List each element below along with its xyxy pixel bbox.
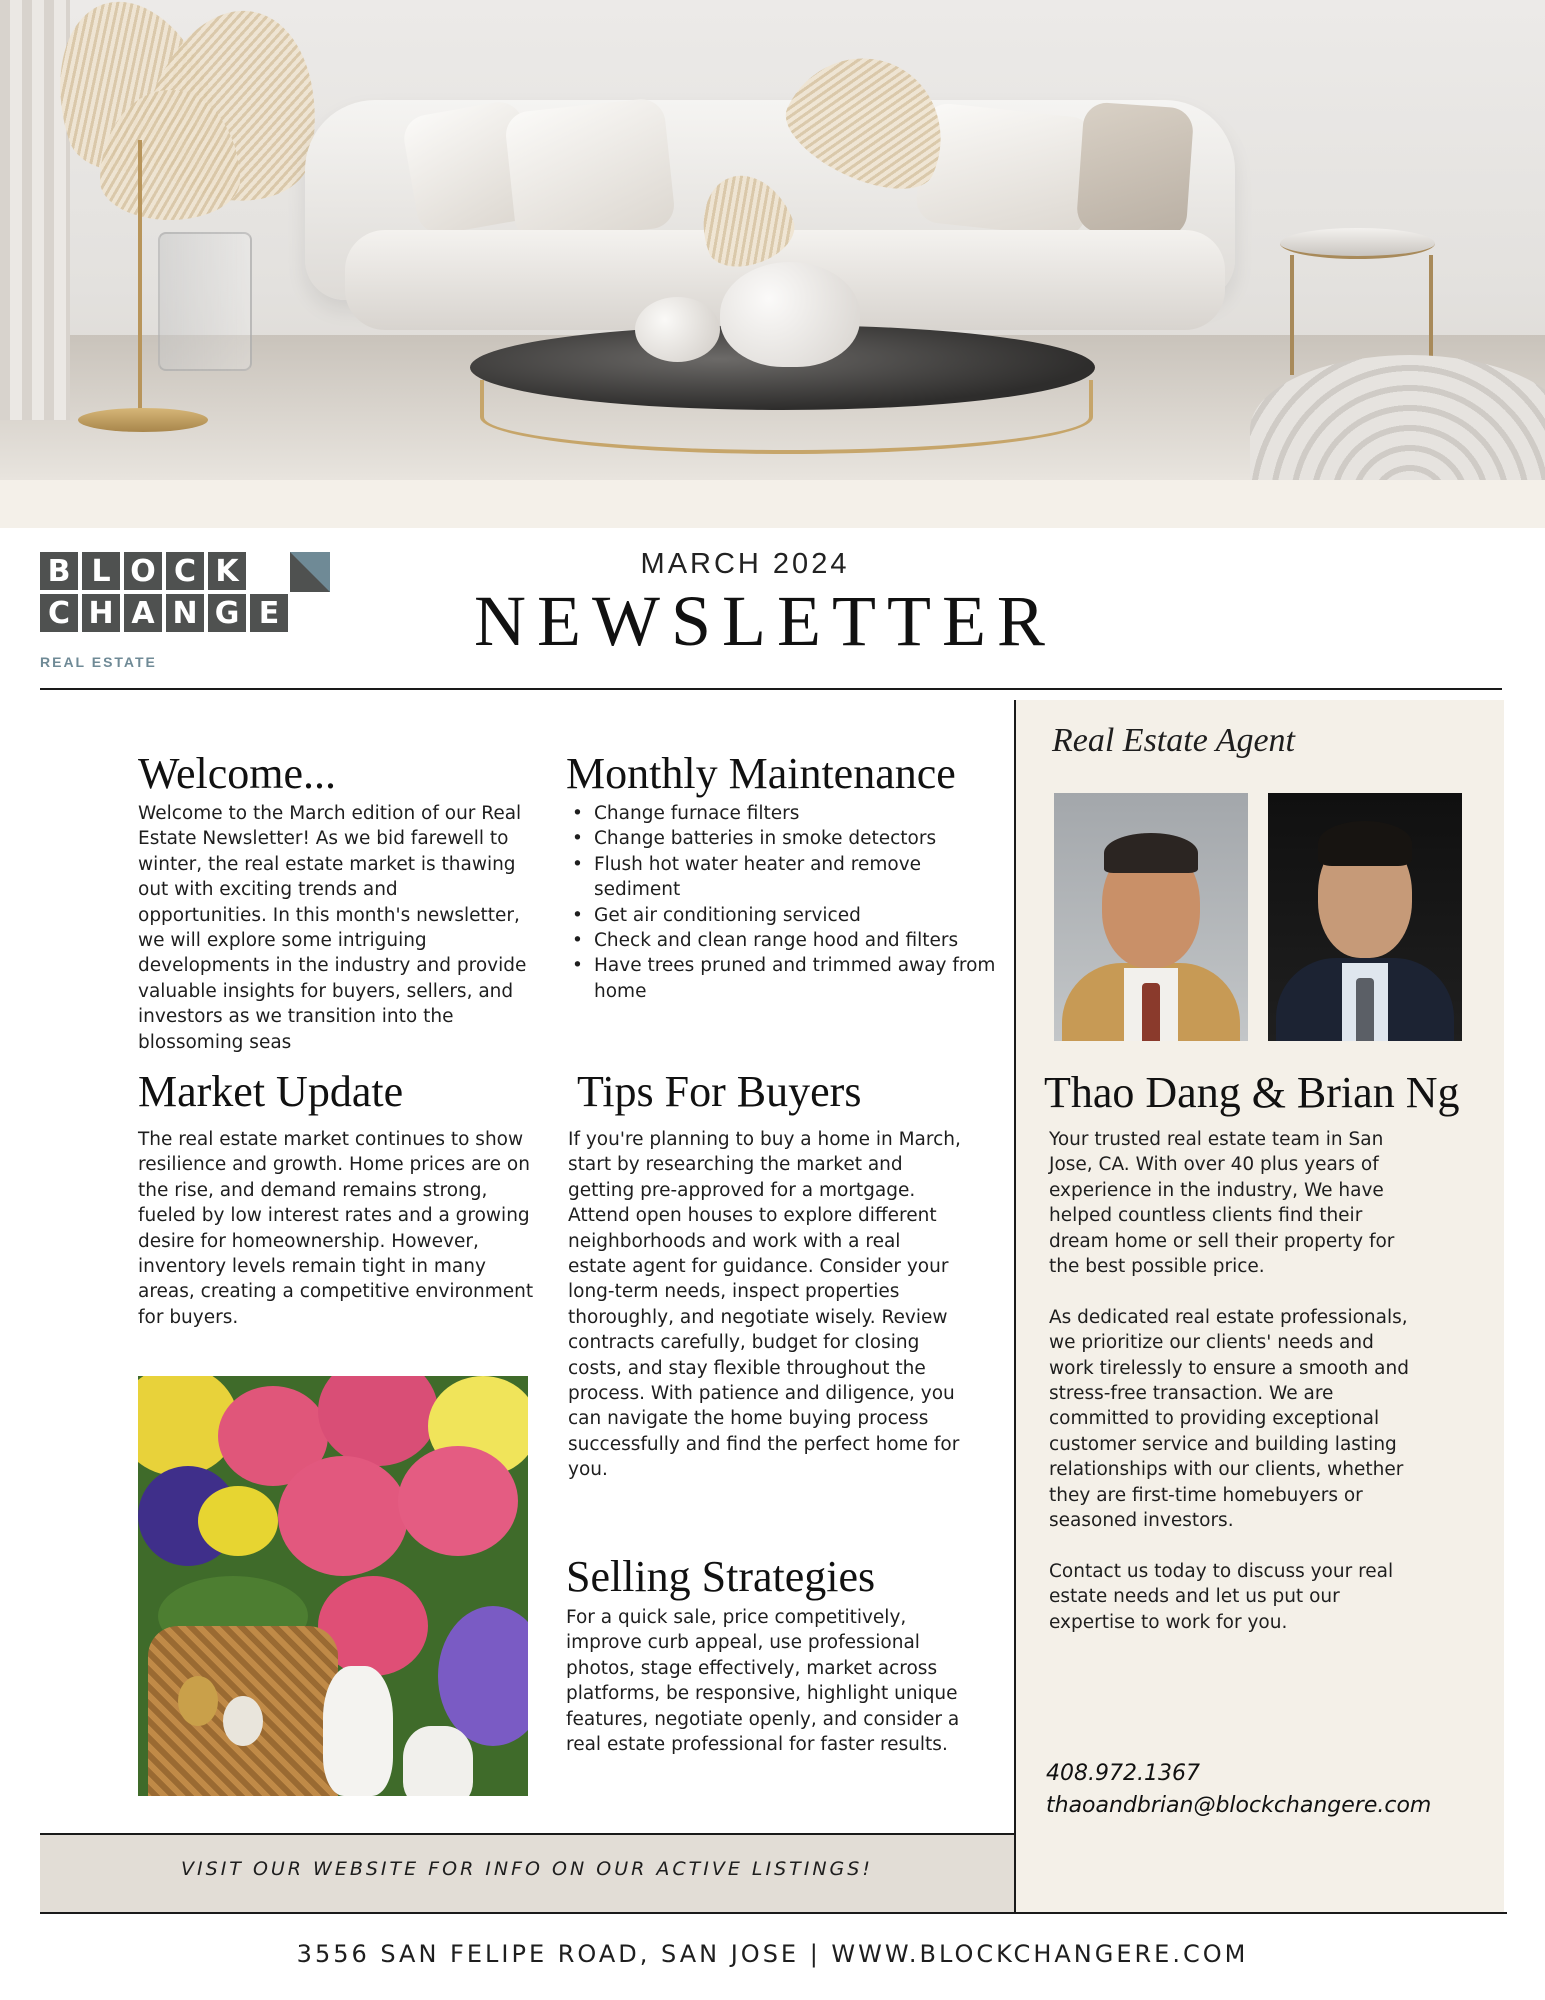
- selling-body: For a quick sale, price competitively, improve curb appeal, use professional photos, stage effectively, market across platforms, be responsive, highlight unique features, negotiate openly, and consider a real estate professional for faster results.: [566, 1607, 960, 1756]
- golden-egg: [178, 1676, 218, 1726]
- list-item: • Check and clean range hood and filters: [594, 928, 1004, 953]
- logo-tile: B: [40, 552, 78, 590]
- maintenance-list: [568, 801, 1004, 1004]
- logo-tile: N: [166, 594, 204, 632]
- bunny-figurine: [403, 1726, 473, 1796]
- tie: [1142, 983, 1160, 1041]
- hero-band: [0, 480, 1545, 528]
- divider: [40, 1912, 1507, 1914]
- ceramic-vase: [720, 262, 860, 367]
- selling-heading: Selling Strategies: [566, 1552, 876, 1601]
- side-table: [1280, 228, 1435, 259]
- logo-tile: H: [82, 594, 120, 632]
- issue-date: MARCH 2024: [640, 548, 850, 580]
- footer-address[interactable]: 3556 SAN FELIPE ROAD, SAN JOSE | WWW.BLOCKCHANGERE.COM: [296, 1940, 1249, 1968]
- market-body: The real estate market continues to show resilience and growth. Home prices are on the rise, and demand remains strong, fueled by low interest rates and a growing desire for homeownership. However, inventory levels remain tight in many areas, creating a competitive environment for buyers.: [138, 1129, 534, 1328]
- welcome-body: Welcome to the March edition of our Real Estate Newsletter! As we bid farewell to winter, the real estate market is thawing out with exciting trends and opportunities. In this month's newsletter, we will explore some intriguing developments in the industry and provide valuable insights for buyers, sellers, and investors as we transition into the blossoming seas: [138, 803, 527, 1053]
- agent-photo-thao: [1054, 793, 1248, 1041]
- hair: [1318, 821, 1412, 866]
- bio-paragraph: Your trusted real estate team in San Jose, CA. With over 40 plus years of experience in the industry, We have helped countless clients find their dream home or sell their property for the best possible price.: [1049, 1129, 1395, 1278]
- floor-lamp-pole: [138, 140, 142, 415]
- ceramic-vase-small: [635, 297, 720, 362]
- bio-paragraph: As dedicated real estate professionals, we prioritize our clients' needs and work tirelessly to ensure a smooth and stress-free transaction. We are committed to providing exceptional customer service and building lasting relationships with our clients, whether they are first-time homebuyers or seasoned investors.: [1049, 1306, 1409, 1532]
- spring-flowers-photo: [138, 1376, 528, 1796]
- lamp-base: [78, 408, 208, 432]
- list-item: • Get air conditioning serviced: [594, 903, 1004, 928]
- logo-tile: O: [124, 552, 162, 590]
- market-heading: Market Update: [138, 1067, 404, 1116]
- glass-vase: [158, 232, 252, 371]
- welcome-heading: Welcome...: [138, 749, 337, 798]
- bio-paragraph: Contact us today to discuss your real estate needs and let us put our expertise to work for you.: [1049, 1560, 1394, 1633]
- maintenance-heading: Monthly Maintenance: [566, 749, 956, 798]
- logo-tile: E: [250, 594, 288, 632]
- agents-name: Thao Dang & Brian Ng: [1044, 1068, 1460, 1117]
- tie: [1356, 978, 1374, 1041]
- flower: [398, 1446, 518, 1556]
- logo-tile: C: [166, 552, 204, 590]
- email-address[interactable]: thaoandbrian@blockchangere.com: [1046, 1793, 1432, 1818]
- egg: [223, 1696, 263, 1746]
- logo-tile: A: [124, 594, 162, 632]
- hair: [1104, 833, 1198, 873]
- flower: [198, 1486, 278, 1556]
- agent-role: Real Estate Agent: [1052, 722, 1295, 759]
- logo-tile: K: [208, 552, 246, 590]
- flower: [318, 1376, 438, 1466]
- logo-tile: G: [208, 594, 246, 632]
- flower: [278, 1456, 408, 1576]
- cta-text[interactable]: VISIT OUR WEBSITE FOR INFO ON OUR ACTIVE LISTINGS!: [181, 1858, 873, 1880]
- logo-tile: L: [82, 552, 120, 590]
- list-item: • Change furnace filters: [594, 801, 1004, 826]
- buyers-heading: Tips For Buyers: [577, 1067, 862, 1116]
- agent-photo-brian: [1268, 793, 1462, 1041]
- hero-curtain: [0, 0, 70, 420]
- logo-subtitle: REAL ESTATE: [40, 654, 157, 670]
- bunny-figurine: [323, 1666, 393, 1796]
- phone-number[interactable]: 408.972.1367: [1046, 1761, 1200, 1786]
- sofa-pillow: [1076, 101, 1195, 238]
- divider: [40, 688, 1502, 690]
- list-item: • Change batteries in smoke detectors: [594, 826, 1004, 851]
- flower: [438, 1606, 528, 1746]
- page-title: NEWSLETTER: [474, 581, 1056, 661]
- list-item: • Flush hot water heater and remove sediment: [594, 852, 1004, 903]
- hero-living-room-photo: [0, 0, 1545, 480]
- logo-tile: C: [40, 594, 78, 632]
- list-item: • Have trees pruned and trimmed away from home: [594, 953, 1004, 1004]
- agent-bio: [1049, 1127, 1409, 1660]
- sofa-pillow: [914, 101, 1096, 238]
- sofa-pillow: [504, 97, 677, 243]
- buyers-body: If you're planning to buy a home in March, start by researching the market and getting pre-approved for a mortgage. Attend open houses to explore different neighborhoods and work with a real estate agent for guidance. Consider your long-term needs, inspect properties thoroughly, and negotiate wisely. Review contracts carefully, budget for closing costs, and stay flexible throughout the process. With patience and diligence, you can navigate the home buying process successfully and find the perfect home for you.: [568, 1129, 961, 1481]
